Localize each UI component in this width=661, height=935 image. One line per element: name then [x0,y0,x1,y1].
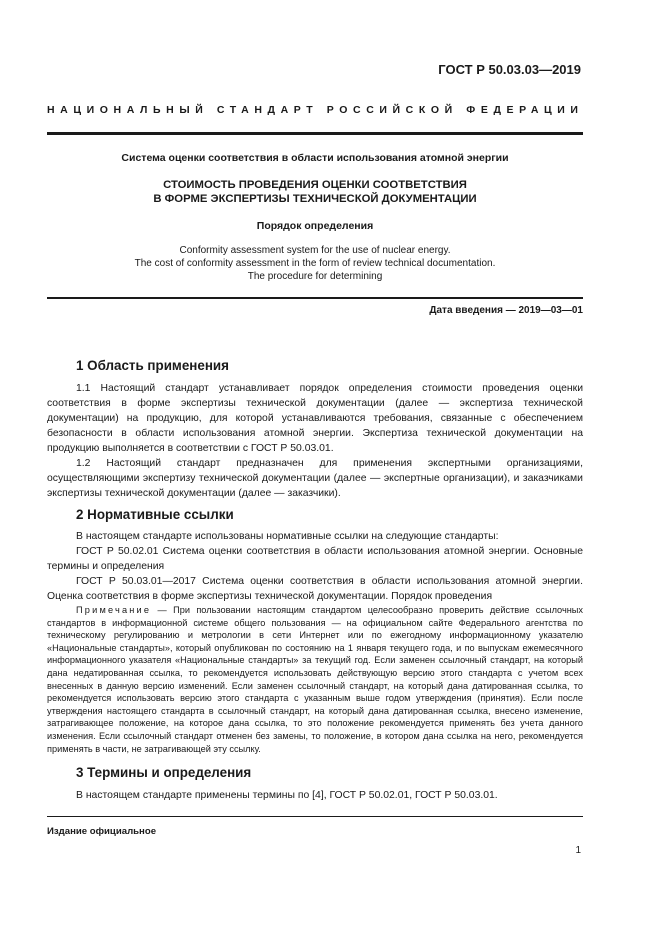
english-title [47,244,583,283]
reference-gost-50-03-01: ГОСТ Р 50.03.01—2017 Система оценки соответствия в области использования атомной энергии. Оценка соответствия в форме экспертизы технической документации. Порядок проведения [47,576,583,602]
title-divider [47,297,583,299]
section-2-body [47,529,583,604]
english-title-line-1: Conformity assessment system for the use of nuclear energy. [179,245,451,256]
system-title: Система оценки соответствия в области использования атомной энергии [121,152,509,164]
section-2-heading: 2 Нормативные ссылки [76,507,234,522]
english-title-line-2: The cost of conformity assessment in the form of review technical documentation. [134,258,496,269]
english-title-line-3: The procedure for determining [247,271,383,282]
header-divider [47,132,583,135]
paragraph-3: В настоящем стандарте применены термины по [4], ГОСТ Р 50.02.01, ГОСТ Р 50.03.01. [76,790,498,801]
note-text: — При пользовании настоящим стандартом целесообразно проверить действие ссылочных стандартов в информационной системе общего пользования — на официальном сайте Федерального агентства по техническому регулированию и метрологии в сети Интернет или по ежегодному информационному указателю «Национальные стандарты», который опубликован по состоянию на 1 января текущего года, и по выпускам ежемесячного информационного указателя «Национальные стандарты» за текущий год. Если заменен ссылочный стандарт, на который дана недатированная ссылка, то рекомендуется использовать действующую версию этого стандарта с учетом всех внесенных в данную версию изменений. Если заменен ссылочный стандарт, на который дана датированная ссылка, то рекомендуется использовать версию этого стандарта с указанным выше годом утверждения (принятия). Если после утверждения настоящего стандарта в ссылочный стандарт, на который дана датированная ссылка, внесено изменение, затрагивающее положение, на которое дана ссылка, то это положение рекомендуется применять без учета данного изменения. Если ссылочный стандарт отменен без замены, то положение, в котором дана ссылка на него, рекомендуется применять в части, не затрагивающей эту ссылку. [47,605,583,754]
section-1-body [47,381,583,501]
reference-gost-50-02-01: ГОСТ Р 50.02.01 Система оценки соответствия в области использования атомной энергии. Основные термины и определения [47,546,583,572]
paragraph-1-2: 1.2 Настоящий стандарт предназначен для применения экспертными организациями, осуществляющими экспертизу технической документации (далее — экспертные организации), и заказчиками экспертизы технической документации (далее — заказчики). [47,458,583,499]
references-note [47,604,583,755]
national-standard-banner: НАЦИОНАЛЬНЫЙ СТАНДАРТ РОССИЙСКОЙ ФЕДЕРАЦИИ [47,104,584,116]
document-subtitle: Порядок определения [256,220,374,232]
paragraph-1-1: 1.1 Настоящий стандарт устанавливает порядок определения стоимости проведения оценки соответствия в форме экспертизы технической документации (далее — экспертиза технической документации) на продукцию, для которой устанавливаются требования, связанные с обеспечением безопасности в области использования атомной энергии. Экспертиза технической документации на продукцию выполняется в соответствии с ГОСТ Р 50.03.01. [47,383,583,454]
section-3-heading: 3 Термины и определения [76,765,252,780]
standard-designation: ГОСТ Р 50.03.03—2019 [438,62,581,77]
page-number: 1 [575,845,581,856]
section-3-body [47,788,583,803]
section-1-heading: 1 Область применения [76,358,229,373]
document-title [47,178,583,206]
introduction-date: Дата введения — 2019—03—01 [429,305,583,316]
official-edition-label: Издание официальное [47,826,157,837]
document-title-line-2: В ФОРМЕ ЭКСПЕРТИЗЫ ТЕХНИЧЕСКОЙ ДОКУМЕНТАЦИИ [153,193,477,205]
footer-divider [47,816,583,817]
references-intro: В настоящем стандарте использованы нормативные ссылки на следующие стандарты: [76,531,499,542]
note-label: Примечание [76,605,152,615]
document-title-line-1: СТОИМОСТЬ ПРОВЕДЕНИЯ ОЦЕНКИ СООТВЕТСТВИЯ [163,179,467,191]
